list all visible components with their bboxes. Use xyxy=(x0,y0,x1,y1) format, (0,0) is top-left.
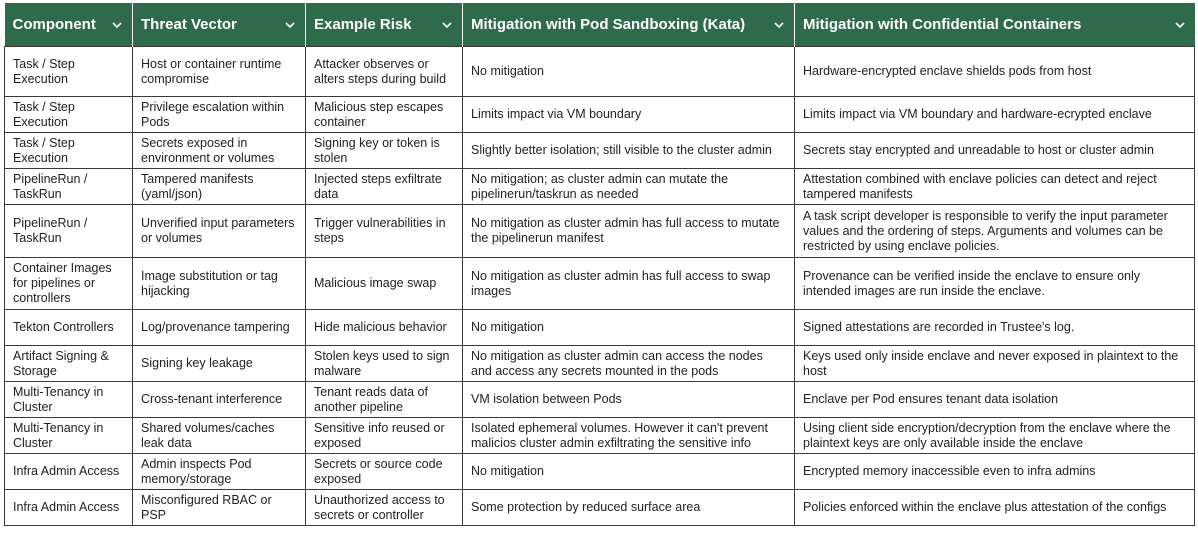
cell-kata-mitigation: No mitigation; as cluster admin can mutate the pipelinerun/taskrun as needed xyxy=(463,169,795,205)
column-header-label: Example Risk xyxy=(314,16,412,33)
cell-example-risk: Tenant reads data of another pipeline xyxy=(306,382,463,418)
cell-kata-mitigation: Limits impact via VM boundary xyxy=(463,97,795,133)
chevron-down-icon[interactable] xyxy=(1174,19,1186,31)
chevron-down-icon[interactable] xyxy=(111,19,123,31)
chevron-down-icon[interactable] xyxy=(284,19,296,31)
table-row xyxy=(5,133,1195,169)
column-header-kata-mitigation[interactable] xyxy=(463,3,795,47)
chevron-down-icon[interactable] xyxy=(773,19,785,31)
cell-kata-mitigation: No mitigation xyxy=(463,47,795,97)
cell-coco-mitigation: Signed attestations are recorded in Trustee's log. xyxy=(795,310,1195,346)
table-row xyxy=(5,258,1195,310)
cell-component: Container Images for pipelines or controllers xyxy=(5,258,133,310)
cell-threat-vector: Misconfigured RBAC or PSP xyxy=(133,490,306,526)
cell-coco-mitigation: Attestation combined with enclave policies can detect and reject tampered manifests xyxy=(795,169,1195,205)
cell-kata-mitigation: Some protection by reduced surface area xyxy=(463,490,795,526)
column-header-coco-mitigation[interactable] xyxy=(795,3,1195,47)
table-row xyxy=(5,490,1195,526)
cell-component: Multi-Tenancy in Cluster xyxy=(5,418,133,454)
cell-example-risk: Malicious step escapes container xyxy=(306,97,463,133)
cell-coco-mitigation: Policies enforced within the enclave plus attestation of the configs xyxy=(795,490,1195,526)
cell-example-risk: Unauthorized access to secrets or controller xyxy=(306,490,463,526)
cell-coco-mitigation: Hardware-encrypted enclave shields pods from host xyxy=(795,47,1195,97)
cell-threat-vector: Secrets exposed in environment or volumes xyxy=(133,133,306,169)
cell-coco-mitigation: Using client side encryption/decryption from the enclave where the plaintext keys are only available inside the enclave xyxy=(795,418,1195,454)
cell-kata-mitigation: Slightly better isolation; still visible to the cluster admin xyxy=(463,133,795,169)
cell-threat-vector: Cross-tenant interference xyxy=(133,382,306,418)
table-row xyxy=(5,97,1195,133)
cell-example-risk: Secrets or source code exposed xyxy=(306,454,463,490)
cell-threat-vector: Log/provenance tampering xyxy=(133,310,306,346)
table-row xyxy=(5,205,1195,258)
cell-kata-mitigation: Isolated ephemeral volumes. However it can't prevent malicios cluster admin exfiltrating the sensitive info xyxy=(463,418,795,454)
cell-example-risk: Attacker observes or alters steps during build xyxy=(306,47,463,97)
cell-kata-mitigation: No mitigation xyxy=(463,454,795,490)
cell-component: PipelineRun / TaskRun xyxy=(5,169,133,205)
table-body xyxy=(5,47,1195,526)
table-row xyxy=(5,346,1195,382)
table-row xyxy=(5,310,1195,346)
cell-threat-vector: Admin inspects Pod memory/storage xyxy=(133,454,306,490)
column-header-label: Mitigation with Pod Sandboxing (Kata) xyxy=(471,16,746,33)
cell-coco-mitigation: Keys used only inside enclave and never exposed in plaintext to the host xyxy=(795,346,1195,382)
cell-threat-vector: Signing key leakage xyxy=(133,346,306,382)
cell-kata-mitigation: No mitigation xyxy=(463,310,795,346)
cell-kata-mitigation: No mitigation as cluster admin can access the nodes and access any secrets mounted in the pods xyxy=(463,346,795,382)
cell-example-risk: Sensitive info reused or exposed xyxy=(306,418,463,454)
cell-component: PipelineRun / TaskRun xyxy=(5,205,133,258)
cell-component: Task / Step Execution xyxy=(5,97,133,133)
column-header-component[interactable] xyxy=(5,3,133,47)
cell-component: Infra Admin Access xyxy=(5,454,133,490)
cell-example-risk: Malicious image swap xyxy=(306,258,463,310)
cell-component: Task / Step Execution xyxy=(5,47,133,97)
cell-threat-vector: Privilege escalation within Pods xyxy=(133,97,306,133)
cell-coco-mitigation: Secrets stay encrypted and unreadable to host or cluster admin xyxy=(795,133,1195,169)
cell-example-risk: Hide malicious behavior xyxy=(306,310,463,346)
chevron-down-icon[interactable] xyxy=(441,19,453,31)
cell-threat-vector: Shared volumes/caches leak data xyxy=(133,418,306,454)
cell-kata-mitigation: No mitigation as cluster admin has full access to mutate the pipelinerun manifest xyxy=(463,205,795,258)
column-header-threat-vector[interactable] xyxy=(133,3,306,47)
cell-threat-vector: Image substitution or tag hijacking xyxy=(133,258,306,310)
table-row xyxy=(5,454,1195,490)
cell-threat-vector: Tampered manifests (yaml/json) xyxy=(133,169,306,205)
cell-threat-vector: Unverified input parameters or volumes xyxy=(133,205,306,258)
table-row xyxy=(5,169,1195,205)
cell-component: Tekton Controllers xyxy=(5,310,133,346)
table-row xyxy=(5,47,1195,97)
cell-component: Task / Step Execution xyxy=(5,133,133,169)
table-row xyxy=(5,382,1195,418)
column-header-label: Threat Vector xyxy=(141,16,237,33)
column-header-example-risk[interactable] xyxy=(306,3,463,47)
cell-coco-mitigation: A task script developer is responsible to verify the input parameter values and the ordering of steps. Arguments and volumes can be restricted by using enclave policies. xyxy=(795,205,1195,258)
cell-coco-mitigation: Enclave per Pod ensures tenant data isolation xyxy=(795,382,1195,418)
cell-kata-mitigation: VM isolation between Pods xyxy=(463,382,795,418)
header-row xyxy=(5,3,1195,47)
cell-coco-mitigation: Provenance can be verified inside the enclave to ensure only intended images are run inside the enclave. xyxy=(795,258,1195,310)
cell-example-risk: Trigger vulnerabilities in steps xyxy=(306,205,463,258)
cell-coco-mitigation: Encrypted memory inaccessible even to infra admins xyxy=(795,454,1195,490)
cell-threat-vector: Host or container runtime compromise xyxy=(133,47,306,97)
cell-component: Multi-Tenancy in Cluster xyxy=(5,382,133,418)
table-row xyxy=(5,418,1195,454)
cell-component: Artifact Signing & Storage xyxy=(5,346,133,382)
cell-example-risk: Signing key or token is stolen xyxy=(306,133,463,169)
cell-example-risk: Stolen keys used to sign malware xyxy=(306,346,463,382)
column-header-label: Component xyxy=(12,16,96,33)
column-header-label: Mitigation with Confidential Containers xyxy=(803,16,1082,33)
cell-kata-mitigation: No mitigation as cluster admin has full access to swap images xyxy=(463,258,795,310)
cell-component: Infra Admin Access xyxy=(5,490,133,526)
threat-mitigation-table xyxy=(4,3,1195,526)
table-header xyxy=(5,3,1195,47)
cell-example-risk: Injected steps exfiltrate data xyxy=(306,169,463,205)
cell-coco-mitigation: Limits impact via VM boundary and hardware-ecrypted enclave xyxy=(795,97,1195,133)
